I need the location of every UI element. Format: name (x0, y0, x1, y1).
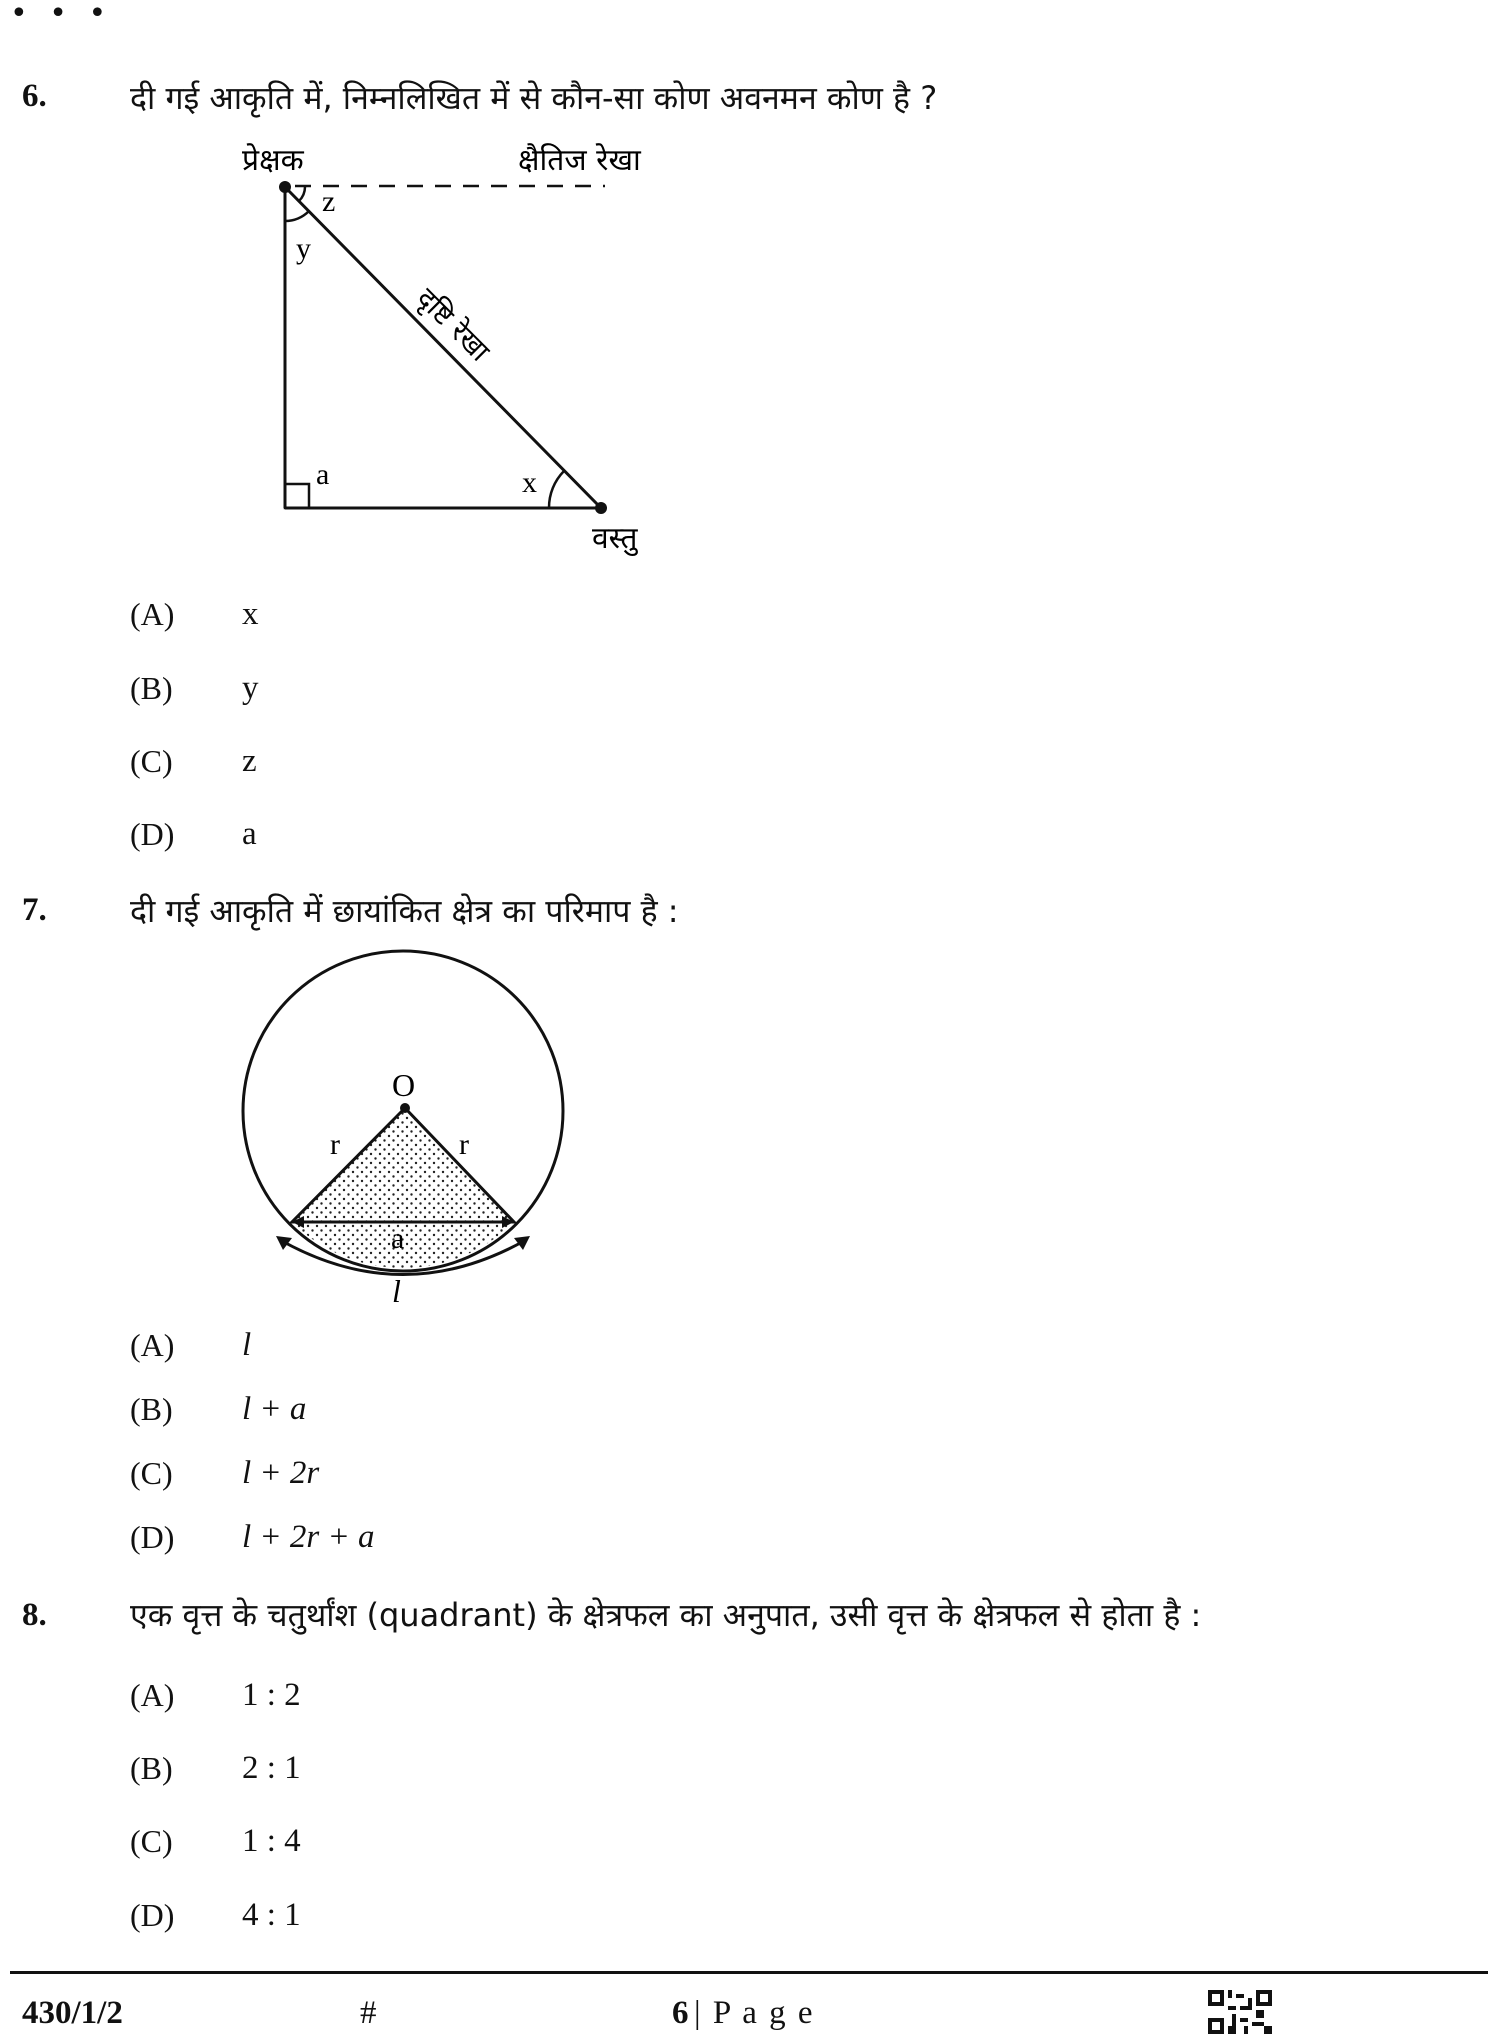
horizontal-line-label: क्षैतिज रेखा (518, 143, 641, 178)
q6-option-b-value: y (242, 670, 259, 706)
q6-option-d-label: (D) (130, 816, 175, 852)
q8-option-a-label: (A) (130, 1677, 175, 1713)
question-8-number: 8. (22, 1597, 47, 1633)
question-6-number: 6. (22, 78, 47, 114)
angle-z-label: z (322, 185, 336, 218)
header-dots: • • • (10, 0, 113, 31)
q7-option-c-label: (C) (130, 1455, 173, 1491)
footer-code: 430/1/2 (22, 1995, 123, 2031)
q8-option-c-value: 1 : 4 (242, 1823, 301, 1859)
line-of-sight-label: दृष्टि रेखा (410, 281, 497, 368)
arc-label: l (392, 1273, 401, 1309)
question-7-number: 7. (22, 892, 47, 928)
footer-page-number: 6 (672, 1995, 689, 2031)
q8-option-b-value: 2 : 1 (242, 1750, 301, 1786)
center-label: O (392, 1067, 416, 1103)
q7-option-a-value: l (242, 1327, 252, 1363)
q6-option-a-label: (A) (130, 596, 175, 632)
q7-option-b-label: (B) (130, 1391, 173, 1427)
q8-option-b-label: (B) (130, 1750, 173, 1786)
angle-a-label: a (316, 458, 330, 491)
q6-option-d-value: a (242, 816, 257, 852)
q7-option-d-value: l + 2r + a (242, 1519, 375, 1555)
radius-right-label: r (459, 1128, 469, 1161)
q6-option-b-label: (B) (130, 670, 173, 706)
q7-option-a-label: (A) (130, 1327, 175, 1363)
triangle (292, 1108, 514, 1222)
q6-option-a-value: x (242, 596, 259, 632)
q7-option-b-value: l + a (242, 1391, 307, 1427)
observer-label: प्रेक्षक (242, 143, 304, 178)
question-7-text: दी गई आकृति में छायांकित क्षेत्र का परिमाप है : (130, 892, 679, 930)
q6-option-c-value: z (242, 743, 257, 779)
q8-option-a-value: 1 : 2 (242, 1677, 301, 1713)
chord-label: a (391, 1222, 405, 1255)
q7-option-d-label: (D) (130, 1519, 175, 1555)
q8-option-d-label: (D) (130, 1897, 175, 1933)
question-6-text: दी गई आकृति में, निम्नलिखित में से कौन-सा कोण अवनमन कोण है ? (130, 79, 938, 117)
angle-y-label: y (296, 232, 311, 265)
radius-left-label: r (330, 1128, 340, 1161)
question-8-text: एक वृत्त के चतुर्थांश (quadrant) के क्षेत्रफल का अनुपात, उसी वृत्त के क्षेत्रफल से होता है : (130, 1596, 1202, 1634)
footer-divider (10, 1971, 1488, 1974)
q8-option-c-label: (C) (130, 1823, 173, 1859)
object-label: वस्तु (592, 521, 638, 556)
q6-option-c-label: (C) (130, 743, 173, 779)
arc-arrowhead-right (514, 1236, 530, 1250)
q7-option-c-value: l + 2r (242, 1455, 320, 1491)
arc-arrowhead-left (276, 1236, 292, 1250)
footer-page-label: | P a g e (694, 1995, 815, 2031)
angle-x-label: x (522, 466, 537, 499)
qr-code-icon (1208, 1990, 1272, 2034)
footer-hash: # (360, 1995, 377, 2031)
center-point (400, 1103, 410, 1113)
q8-option-d-value: 4 : 1 (242, 1897, 301, 1933)
